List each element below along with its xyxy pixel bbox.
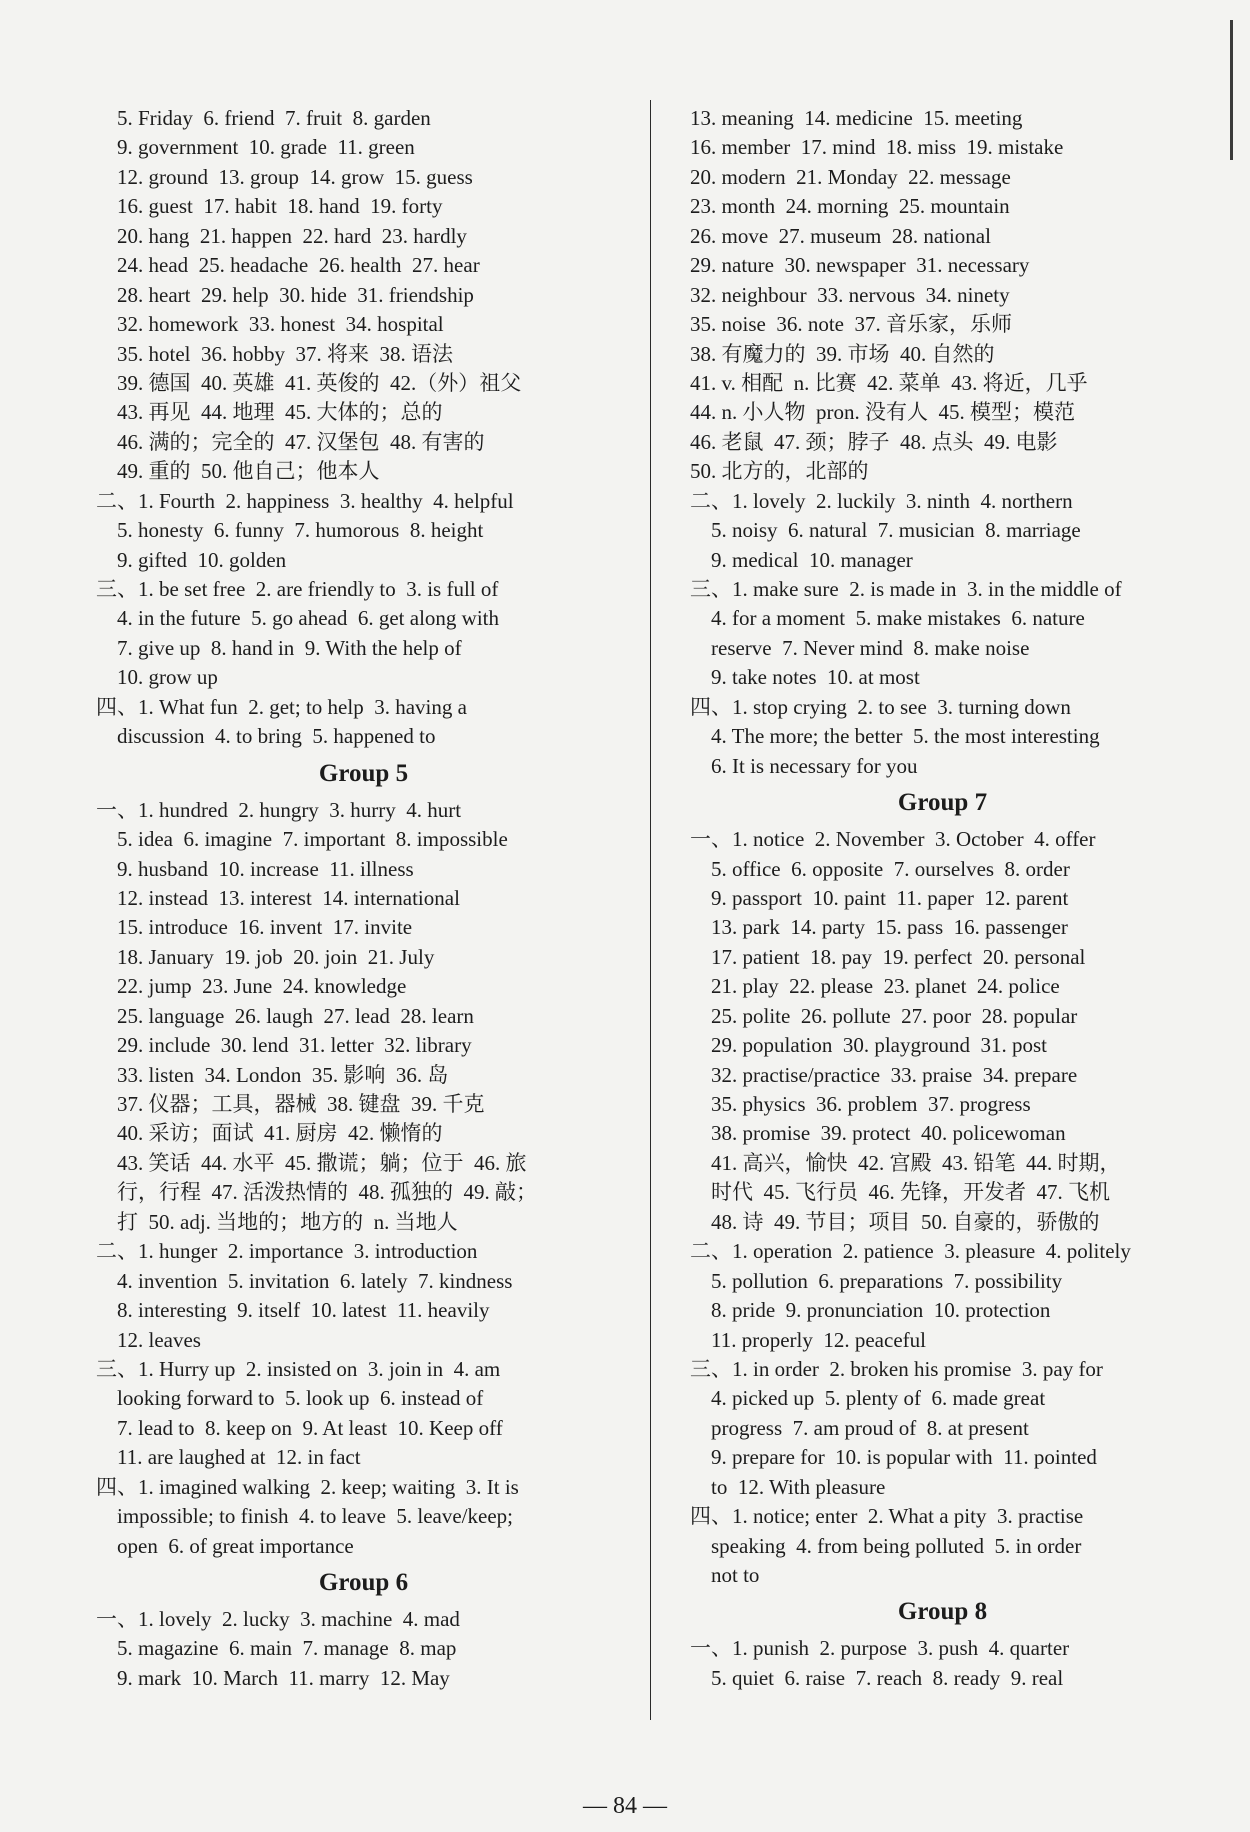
- answer-line: discussion 4. to bring 5. happened to: [96, 724, 436, 749]
- answer-line: 38. 有魔力的 39. 市场 40. 自然的: [690, 341, 995, 366]
- group-heading: Group 8: [897, 1598, 988, 1626]
- answer-line: speaking 4. from being polluted 5. in order: [690, 1533, 1082, 1558]
- answer-line: 48. 诗 49. 节目；项目 50. 自豪的，骄傲的: [690, 1209, 1100, 1234]
- answer-line: not to: [690, 1563, 760, 1587]
- answer-line: 二、1. Fourth 2. happiness 3. healthy 4. helpful: [96, 488, 514, 513]
- answer-line: 二、1. lovely 2. luckily 3. ninth 4. northern: [690, 488, 1073, 513]
- answer-line: 32. practise/practice 33. praise 34. prepare: [690, 1062, 1078, 1087]
- answer-line: 9. gifted 10. golden: [96, 547, 287, 572]
- answer-line: 四、1. What fun 2. get; to help 3. having a: [96, 694, 467, 719]
- answer-line: 20. modern 21. Monday 22. message: [690, 164, 1011, 189]
- answer-line: 32. neighbour 33. nervous 34. ninety: [690, 282, 1010, 307]
- answer-line: 三、1. be set free 2. are friendly to 3. is full of: [96, 577, 499, 601]
- answer-line: 一、1. notice 2. November 3. October 4. offer: [690, 827, 1096, 852]
- answer-line: 43. 再见 44. 地理 45. 大体的；总的: [96, 400, 443, 425]
- answer-line: progress 7. am proud of 8. at present: [690, 1415, 1029, 1440]
- answer-line: 9. mark 10. March 11. marry 12. May: [96, 1665, 450, 1690]
- answer-line: 50. 北方的，北部的: [690, 459, 869, 484]
- answer-line: 5. honesty 6. funny 7. humorous 8. height: [96, 518, 484, 543]
- answer-line: 时代 45. 飞行员 46. 先锋，开发者 47. 飞机: [690, 1180, 1110, 1205]
- answer-line: 二、1. hunger 2. importance 3. introduction: [96, 1239, 478, 1264]
- group-heading: Group 7: [897, 789, 988, 817]
- answer-line: 24. head 25. headache 26. health 27. hear: [96, 253, 480, 278]
- answer-line: 28. heart 29. help 30. hide 31. friendship: [96, 282, 474, 307]
- answer-line: 一、1. lovely 2. lucky 3. machine 4. mad: [96, 1607, 460, 1631]
- answer-line: 13. park 14. party 15. pass 16. passenger: [690, 915, 1068, 940]
- answer-line: 38. promise 39. protect 40. policewoman: [690, 1121, 1066, 1146]
- answer-line: looking forward to 5. look up 6. instead of: [96, 1386, 484, 1411]
- answer-line: 33. listen 34. London 35. 影响 36. 岛: [96, 1062, 449, 1087]
- answer-line: 行，行程 47. 活泼热情的 48. 孤独的 49. 敲；: [96, 1180, 537, 1205]
- answer-line: 46. 满的；完全的 47. 汉堡包 48. 有害的: [96, 429, 485, 454]
- answer-line: 一、1. hundred 2. hungry 3. hurry 4. hurt: [96, 797, 462, 822]
- answer-line: 四、1. stop crying 2. to see 3. turning down: [690, 694, 1071, 719]
- answer-line: 一、1. punish 2. purpose 3. push 4. quarter: [690, 1636, 1070, 1661]
- answer-line: 7. lead to 8. keep on 9. At least 10. Keep off: [96, 1415, 503, 1440]
- answer-line: 13. meaning 14. medicine 15. meeting: [690, 106, 1023, 130]
- answer-line: 11. are laughed at 12. in fact: [96, 1445, 361, 1470]
- answer-line: 32. homework 33. honest 34. hospital: [96, 312, 444, 337]
- answer-line: 41. v. 相配 n. 比赛 42. 菜单 43. 将近，几乎: [690, 370, 1088, 395]
- answer-line: 4. picked up 5. plenty of 6. made great: [690, 1386, 1046, 1411]
- answer-line: 29. include 30. lend 31. letter 32. library: [96, 1033, 472, 1058]
- answer-line: 9. medical 10. manager: [690, 547, 913, 572]
- answer-line: 4. The more; the better 5. the most interesting: [690, 724, 1100, 749]
- group-heading: Group 6: [318, 1569, 409, 1596]
- answer-line: 9. take notes 10. at most: [690, 665, 920, 690]
- answer-line: 25. polite 26. pollute 27. poor 28. popular: [690, 1003, 1078, 1028]
- answer-line: 12. instead 13. interest 14. international: [96, 885, 460, 910]
- answer-line: 9. passport 10. paint 11. paper 12. parent: [690, 885, 1069, 910]
- answer-line: to 12. With pleasure: [690, 1474, 886, 1499]
- answer-line: 打 50. adj. 当地的；地方的 n. 当地人: [96, 1209, 458, 1234]
- answer-line: 29. nature 30. newspaper 31. necessary: [690, 253, 1030, 278]
- answer-line: 8. pride 9. pronunciation 10. protection: [690, 1298, 1051, 1323]
- answer-line: 46. 老鼠 47. 颈；脖子 48. 点头 49. 电影: [690, 429, 1058, 454]
- answer-line: 40. 采访；面试 41. 厨房 42. 懒惰的: [96, 1121, 443, 1146]
- answer-line: impossible; to finish 4. to leave 5. leave/keep;: [96, 1504, 513, 1529]
- answer-line: 16. member 17. mind 18. miss 19. mistake: [690, 135, 1064, 160]
- group-heading: Group 5: [318, 759, 409, 787]
- answer-line: 37. 仪器；工具，器械 38. 键盘 39. 千克: [96, 1092, 485, 1116]
- answer-line: 5. Friday 6. friend 7. fruit 8. garden: [96, 106, 431, 130]
- answer-line: 三、1. make sure 2. is made in 3. in the middle of: [690, 577, 1122, 601]
- answer-line: 49. 重的 50. 他自己；他本人: [96, 459, 380, 484]
- answer-line: 35. noise 36. note 37. 音乐家，乐师: [690, 312, 1012, 337]
- answer-line: 18. January 19. job 20. join 21. July: [96, 944, 435, 969]
- answer-line: 5. noisy 6. natural 7. musician 8. marriage: [690, 518, 1081, 543]
- answer-line: 12. leaves: [96, 1327, 201, 1352]
- page-edge-mark: [1230, 20, 1233, 160]
- answer-line: 5. idea 6. imagine 7. important 8. impossible: [96, 827, 508, 852]
- answer-line: 43. 笑话 44. 水平 45. 撒谎；躺；位于 46. 旅: [96, 1150, 527, 1175]
- answer-line: 4. for a moment 5. make mistakes 6. nature: [690, 606, 1085, 631]
- answer-line: 15. introduce 16. invent 17. invite: [96, 915, 413, 940]
- answer-line: 26. move 27. museum 28. national: [690, 223, 991, 248]
- answer-line: 5. office 6. opposite 7. ourselves 8. order: [690, 856, 1070, 881]
- answer-line: 7. give up 8. hand in 9. With the help of: [96, 635, 462, 660]
- answer-line: 三、1. Hurry up 2. insisted on 3. join in 4. am: [96, 1356, 501, 1381]
- answer-line: 5. magazine 6. main 7. manage 8. map: [96, 1636, 457, 1661]
- answer-line: 10. grow up: [96, 665, 218, 690]
- left-column: [96, 104, 631, 1693]
- column-divider: [650, 100, 651, 1720]
- answer-line: 35. physics 36. problem 37. progress: [690, 1092, 1031, 1116]
- answer-line: 25. language 26. laugh 27. lead 28. learn: [96, 1003, 474, 1028]
- answer-line: 4. invention 5. invitation 6. lately 7. kindness: [96, 1268, 513, 1293]
- answer-line: 29. population 30. playground 31. post: [690, 1033, 1047, 1058]
- answer-line: 9. prepare for 10. is popular with 11. pointed: [690, 1445, 1097, 1470]
- answer-line: 8. interesting 9. itself 10. latest 11. heavily: [96, 1298, 490, 1323]
- answer-line: 12. ground 13. group 14. grow 15. guess: [96, 164, 473, 189]
- answer-line: 41. 高兴，愉快 42. 宫殿 43. 铅笔 44. 时期，: [690, 1150, 1121, 1175]
- answer-line: 9. government 10. grade 11. green: [96, 135, 415, 160]
- answer-line: 三、1. in order 2. broken his promise 3. pay for: [690, 1356, 1103, 1381]
- answer-line: 17. patient 18. pay 19. perfect 20. personal: [690, 944, 1086, 969]
- answer-line: 二、1. operation 2. patience 3. pleasure 4. politely: [690, 1239, 1131, 1264]
- answer-line: 16. guest 17. habit 18. hand 19. forty: [96, 194, 443, 219]
- answer-line: 11. properly 12. peaceful: [690, 1327, 926, 1352]
- answer-line: 22. jump 23. June 24. knowledge: [96, 974, 407, 999]
- answer-line: 20. hang 21. happen 22. hard 23. hardly: [96, 223, 467, 248]
- right-column: [690, 104, 1195, 1693]
- answer-line: 21. play 22. please 23. planet 24. police: [690, 974, 1060, 999]
- answer-line: 23. month 24. morning 25. mountain: [690, 194, 1010, 219]
- answer-line: 四、1. notice; enter 2. What a pity 3. practise: [690, 1504, 1084, 1529]
- answer-line: 四、1. imagined walking 2. keep; waiting 3. It is: [96, 1474, 519, 1499]
- answer-line: 4. in the future 5. go ahead 6. get along with: [96, 606, 499, 631]
- page-number: — 84 —: [583, 1793, 667, 1819]
- answer-line: 39. 德国 40. 英雄 41. 英俊的 42.（外）祖父: [96, 370, 522, 395]
- answer-line: 5. pollution 6. preparations 7. possibility: [690, 1268, 1063, 1293]
- answer-line: 5. quiet 6. raise 7. reach 8. ready 9. real: [690, 1665, 1064, 1690]
- answer-line: reserve 7. Never mind 8. make noise: [690, 635, 1030, 660]
- answer-line: 44. n. 小人物 pron. 没有人 45. 模型；模范: [690, 400, 1075, 425]
- answer-line: open 6. of great importance: [96, 1533, 354, 1558]
- answer-line: 6. It is necessary for you: [690, 753, 918, 778]
- answer-line: 35. hotel 36. hobby 37. 将来 38. 语法: [96, 341, 453, 366]
- answer-line: 9. husband 10. increase 11. illness: [96, 856, 414, 881]
